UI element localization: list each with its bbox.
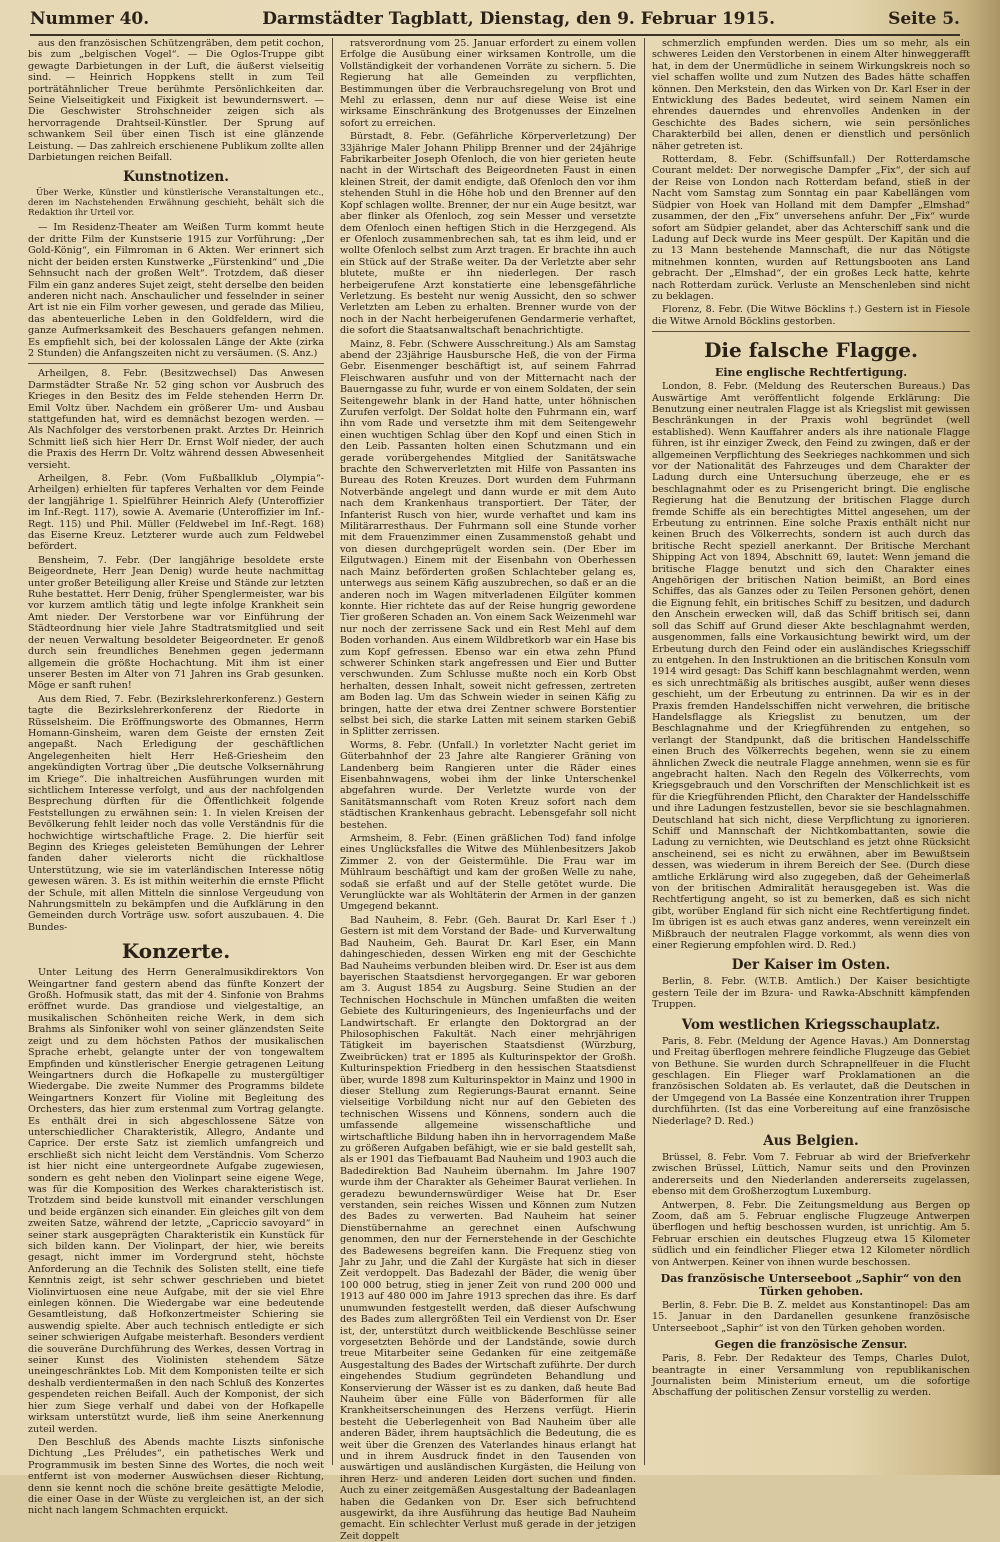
article-text: Unter Leitung des Herrn Generalmusikdirektors Von Weingartner fand gestern abend das fünfte Konzert der Großh. Hofmusik statt, das mit der 4. Sinfonie von Brahms eröffnet wurde. Das grandiose und vielgestaltige, an musikalischen Schönheiten reiche Werk, in dem sich Brahms als Sinfoniker wohl von seiner glänzendsten Seite zeigt und zu dem höchsten Pathos der musikalischen Sprache erhebt, gelangte unter der von tongewaltem Empfinden und künstlerischer Energie getragenen Leitung Weingartners durch die Hofkapelle zu mustergültiger Wiedergabe. Die zweite Nummer des Programms bildete Weingartners Konzert für Violine mit Begleitung des Orchesters, das hier zum erstenmal zum Vortrag gelangte. Es enthält drei in sich abgeschlossene Sätze von unterschiedlicher Charakteristik, Allegro, Andante und Caprice. Der erste Satz ist ziemlich umfangreich und erschließt sich nicht leicht dem Verständnis. Vom Scherzo ist hier nicht eine untergeordnete Aufgabe zugewiesen, sondern es geht neben den Violinpart seine eigene Wege, was für die Komposition des Werkes charakteristisch ist. Trotzdem sind beide kunstvoll mit einander verschlungen und beide ergänzen sich einander. Ein gleiches gilt von dem zweiten Satze, während der letzte, „Capriccio savoyard“ in seiner stark ausgeprägten Charakteristik ein Kunstück für sich bilden kann. Der Violinpart, der hier, wie bereits gesagt, nicht immer im Vordergrund steht, höchste Anforderung an die Technik des Solisten stellt, eine tiefe Kenntnis zeigt, ist sehr schwer geschrieben und bietet Violinvirtuosen eine neue Aufgabe, mit der sie viel Ehre einlegen können. Die Wiedergabe war eine bedeutende Gesamtleistung, daß Hofkonzertmeister Schiering sie auswendig spielte. Aber auch technisch entledigte er sich seiner schwierigen Aufgabe meisterhaft. Besonders verdient die souveräne Durchführung des Werkes, dessen Vortrag in seiner Kunst des Violinisten stehendem Sätze uneingeschränktes Lob. Mit dem Komponisten teilte er sich deshalb verdientermaßen in den nach Schluß des Konzertes gespendeten reichen Beifall. Auch der Komponist, der sich hier zum Siege verhalf und dabei von der Hofkapelle wirksam unterstützt wurde, ließ ihm seine Anerkennung zuteil werden. <box>28 967 324 1435</box>
article-text: Bad Nauheim, 8. Febr. (Geh. Baurat Dr. Karl Eser †.) Gestern ist mit dem Vorstand der Bade- und Kurverwaltung Bad Nauheim, Geh. Baurat Dr. Karl Eser, ein Mann dahingeschieden, dessen Wirken eng mit der Geschichte Bad Nauheims verbunden bleiben wird. Dr. Eser ist aus dem bayerischen Staatsdienst hervorgegangen. Er war geboren am 3. August 1854 zu Augsburg. Seine Studien an der Technischen Hochschule in München umfaßten die weiten Gebiete des Kulturingenieurs, des Ingenieurfachs und der Landwirtschaft. Er erlangte den Doktorgrad an der Philosophischen Fakultät. Nach einer mehrjährigen Tätigkeit im bayerischen Staatsdienst (Würzburg, Zweibrücken) trat er 1895 als Kulturinspektor der Großh. Kulturinspektion Friedberg in den hessischen Staatsdienst über, wurde 1898 zum Kulturinspektor in Mainz und 1900 in dieser Stellung zum Regierungs-Baurat ernannt. Seine vielseitige Vorbildung nicht nur auf den Gebieten des technischen Wissens und Könnens, sondern auch die umfassende allgemeine wissenschaftliche und wirtschaftliche Bildung haben ihn in hervorragendem Maße zu größeren Aufgaben befähigt, wie er sie bald gestellt sah, als er 1901 das Tiefbauamt Bad Nauheim und 1903 auch die Badedirektion Bad Nauheim übernahm. Im Jahre 1907 wurde ihm der Charakter als Geheimer Baurat verliehen. In geradezu bewundernswürdiger Weise hat Dr. Eser verstanden, sein reiches Wissen und Können zum Nutzen des Bades zu verwerten. Bad Nauheim hat seiner Dienstübernahme an gerechnet einen Aufschwung genommen, den nur der Fernerstehende in der Geschichte des Badewesens begreifen kann. Die Frequenz stieg von Jahr zu Jahr, und die Zahl der Kurgäste hat sich in dieser Zeit verdoppelt. Das Badezahl der Bäder, die wenig über 100 000 betrug, stieg in jener Zeit von rund 200 000 und 1913 auf 480 000 im Jahre 1913 sprechen das ihre. Es darf unumwunden festgestellt werden, daß dieser Aufschwung des Bades zum allergrößten Teil ein Verdienst von Dr. Eser ist, der, unterstützt durch weitblickende Beschlüsse seiner vorgesetzten Behörde und der Landstände, sowie durch treue Mitarbeiter seine Gedanken für eine zeitgemäße Ausgestaltung des Bades der Wirtschaft zuführte. Der durch eingehendes Studium gegründeten Behandlung und Konservierung der Wässer ist es zu danken, daß heute Bad Nauheim über eine Fülle von Bäderformen für alle Krankheitserscheinungen des Herzens verfügt. Hierin besteht die Ueberlegenheit von Bad Nauheim über alle anderen Bäder, ihrem hauptsächlich die Bedeutung, die es weit über die Grenzen des Vaterlandes hinaus erlangt hat und in ihrem Ausdruck findet in den Tausenden von auswärtigen und ausländischen Kurgästen, die Heilung von ihren Herz- und anderen Leiden dort suchen und finden. Auch zu einer zeitgemäßen Ausgestaltung der Badeanlagen haben die Gedanken von Dr. Eser sich befruchtend ausgewirkt, da ihre Ausführung das heutige Bad Nauheim gemacht. Ein schlechter Verlust muß gerade in der jetzigen Zeit doppelt <box>340 914 636 1542</box>
article-text: Paris, 8. Febr. (Meldung der Agence Havas.) Am Donnerstag und Freitag überflogen mehrere feindliche Flugzeuge das Gebiet von Bethune. Sie wurden durch Schrapnellfeuer in die Flucht geschlagen. Ein Flieger warf Proklamationen an die französischen Soldaten ab. Es verlautet, daß die Deutschen in der Umgegend von La Bassée eine Konzentration ihrer Truppen durchführten. (Ist das eine Vorbereitung auf eine französische Niederlage? D. Red.) <box>652 1035 970 1127</box>
article-text: Bürstadt, 8. Febr. (Gefährliche Körperverletzung) Der 33jährige Maler Johann Philipp Brenner und der 24jährige Fabrikarbeiter Joseph Ofenloch, die von hier gerieten heute nacht in der Wirtschaft des Beigeordneten Faust in einen kleinen Streit, der damit endigte, daß Ofenloch den vor ihm stehenden Stuhl in die Höhe hob und den Brenner auf den Kopf schlagen wollte. Brenner, der nur ein Auge besitzt, war aber flinker als Ofenloch, zog sein Messer und versetzte dem Ofenloch einen heftigen Stich in die Herzgegend. Als er Ofenloch zusammenbrechen sah, tat es ihm leid, und er wollte Ofenloch selbst zum Arzt tragen. Er brachte ihn auch ein Stück auf der Straße weiter. Da der Verletzte aber sehr blutete, mußte er ihn niederlegen. Der rasch herbeigerufene Arzt konstatierte eine lebensgefährliche Verletzung. Es besteht nur wenig Aussicht, den so schwer Verletzten am Leben zu erhalten. Brenner wurde von der noch in der Nacht herbeigerufenen Gendarmerie verhaftet, die sofort die Staatsanwaltschaft benachrichtigte. <box>340 131 636 337</box>
section-heading-konzerte: Konzerte. <box>121 939 231 964</box>
article-text: Berlin, 8. Febr. Die B. Z. meldet aus Konstantinopel: Das am 15. Januar in den Dardanellen gesunkene französische Unterseeboot „Saphir“ ist von den Türken gehoben worden. <box>652 1300 970 1334</box>
section-heading-belgien: Aus Belgien. <box>763 1132 859 1149</box>
article-text: Rotterdam, 8. Febr. (Schiffsunfall.) Der Rotterdamsche Courant meldet: Der norwegische Dampfer „Fix“, der sich auf der Reise von London nach Rotterdam befand, stieß in der Nacht vom Samstag zum Sonntag ein paar Kabellängen vom Südpier von Hoek van Holland mit dem Dampfer „Elmshad“ zusammen, der den „Fix“ unversehens anfuhr. Der „Fix“ wurde sofort am Südpier gelandet, aber das Achterschiff sank und die Ladung auf Deck wurde ins Meer gespült. Der Kapitän und die zu 13 Mann bestehende Mannschaft, die nur das Nötigste mitnehmen konnten, wurden auf Rettungsbooten ans Land gebracht. Der „Elmshad“, der ein großes Leck hatte, kehrte nach Rotterdam zurück. Verluste an Menschenleben sind nicht zu beklagen. <box>652 154 970 302</box>
section-heading-falsche-flagge: Die falsche Flagge. <box>704 338 918 363</box>
columns <box>28 38 970 1542</box>
issue-number: Nummer 40. <box>30 9 150 29</box>
page-number: Seite 5. <box>888 9 960 29</box>
article-text: Berlin, 8. Febr. (W.T.B. Amtlich.) Der Kaiser besichtigte gestern Teile der im Bzura- und Rawka-Abschnitt kämpfenden Truppen. <box>652 976 970 1011</box>
column-rule <box>644 38 645 1465</box>
article-text: Paris, 8. Febr. Der Redakteur des Temps, Charles Dulot, beantragte in einer Versammlung von republikanischen Journalisten beim Ministerium erneut, um die sofortige Abschaffung der politischen Zensur vorstellig zu werden. <box>652 1353 970 1399</box>
column-rule <box>332 38 333 1465</box>
article-text: Bensheim, 7. Febr. (Der langjährige besoldete erste Beigeordnete, Herr Jean Denig) wurde heute nachmittag unter großer Beteiligung aller Kreise und Stände zur letzten Ruhe bestattet. Herr Denig, früher Spenglermeister, war bis vor kurzem amtlich tätig und legte infolge Krankheit sein Amt nieder. Der Verstorbene war vor Einführung der Städteordnung hier viele Jahre Stadtratsmitglied und seit der neuen Verwaltung besoldeter Beigeordneter. Er genoß durch sein freundliches Benehmen gegen jedermann allgemein die größte Hochachtung. Mit ihm ist einer unserer Besten im Alter von 71 Jahren ins Grab gesunken. Möge er sanft ruhen! <box>28 554 324 692</box>
article-text: Antwerpen, 8. Febr. Die Zeitungsmeldung aus Bergen op Zoom, daß am 5. Februar englische Flugzeuge Antwerpen überflogen und heftig beschossen wurden, ist unrichtig. Am 5. Februar erschien ein deutsches Flugzeug etwa 15 Kilometer südlich und ein feindlicher Flieger etwa 12 Kilometer nördlich von Antwerpen. Keiner von ihnen wurde beschossen. <box>652 1199 970 1268</box>
article-text: London, 8. Febr. (Meldung des Reuterschen Bureaus.) Das Auswärtige Amt veröffentlicht folgende Erklärung: Die Benutzung einer neutralen Flagge ist als Kriegslist mit gewissen Beschränkungen in der Praxis wohl begründet (well established). Wenn Kauffahrer anders als ihre nationale Flagge führen, ist ihr einziger Zweck, den Feind zu zwingen, daß er der allgemeinen Verpflichtung des Seekrieges nachkommen und sich vor der Nationalität des Fahrzeuges und dem Charakter der Ladung durch eine Untersuchung überzeuge, ehe er es beschlagnahmt oder es zu Prisengericht bringt. Die englische Regierung hat die Benutzung der britischen Flagge durch fremde Schiffe als ein berechtigtes Mittel angesehen, um der Erbeutung zu entrinnen. Eine solche Praxis enthält nicht nur keinen Bruch des Völkerrechts, sondern ist auch durch das britische Recht speziell anerkannt. Der Britische Merchant Shipping Act von 1894, Abschnitt 69, lautet: Wenn jemand die britische Flagge benutzt und sich den Charakter eines Angehörigen der britischen Nation beimißt, an Bord eines Schiffes, das als Ganzes oder zu Teilen Personen gehört, denen die Eignung fehlt, ein britisches Schiff zu besitzen, und dadurch den Anschein erwecken will, daß das Schiff britisch sei, dann soll das Schiff auf Grund dieser Akte beschlagnahmt werden, ausgenommen, falls eine Vorkausichtung bewirkt wird, um der Erbeutung durch den Feind oder ein ausländisches Kriegsschiff zu entgehen. In den Instruktionen an die britischen Konsuln vom 1914 wird gesagt: Das Schiff kann beschlagnahmt werden, wenn es sich unrechtmäßig als britisches ausgibt, außer wenn dieses geschieht, um der Erbeutung zu entrinnen. Da wir es in der Praxis fremden Handelsschiffen nicht verwehren, die britische Handelsflagge als Kriegslist zu benutzen, um der Beschlagnahme und der Kriegführenden zu entgehen, so verlangt der Standpunkt, daß die britischen Handelsschiffe einen Bruch des Völkerrechts begehen, wenn sie zu einem ähnlichen Zweck die neutrale Flagge annehmen, wenn sie es für angebracht halten. Nach den Regeln des Völkerrechts, vom Kriegsgebrauch und den Vorschriften der Menschlichkeit ist es für die Kriegführenden Pflicht, den Charakter der Handelsschiffe und ihre Ladungen festzustellen, bevor sie sie beschlagnahmen. Deutschland hat sich nicht, diese Verpflichtung zu ignorieren. Schiff und Mannschaft der Nichtkombattanten, sowie die Ladung zu vernichten, wie Deutschland es jetzt ohne Rücksicht anscheinend, sei es nicht zu erwähnen, aber im Bewußtsein dessen, was wiederum in ihrem Bereich der See. (Durch diese amtliche Erklärung wird also zugegeben, daß der Geheimerlaß von der britischen Admiralität herausgegeben ist. Was die Rechtfertigung angeht, so ist zu bemerken, daß es sich nicht gibt, worüber England für sich nicht eine Rechtfertigung findet. Im übrigen ist es auch etwas ganz anderes, wenn vereinzelt ein Mißbrauch der neutralen Flagge vorkommt, als wenn dies von einer Regierung empfohlen wird. D. Red.) <box>652 381 970 952</box>
article-text: aus den französischen Schützengräben, dem petit cochon, bis zum „belgischen Vogel“. — Die Oglos-Truppe gibt gewagte Darbietungen in der Luft, die äußerst vielseitig sind. — Heinrich Hoppkens stellt in zum Teil porträtähnlicher Treue berühmte Persönlichkeiten dar. Seine Vielseitigkeit und Fixigkeit ist bewundernswert. — Die Geschwister Strohschneider zeigen sich als hervorragende Drahtseil-Künstler. Der Sprung auf schwankem Seil über einen Tisch ist eine glänzende Leistung. — Das zahlreich erschienene Publikum zollte allen Darbietungen reichen Beifall. <box>28 38 324 164</box>
editorial-note: Über Werke, Künstler und künstlerische Veranstaltungen etc., deren im Nachstehenden Erwähnung geschieht, behält sich die Redaktion ihr Urteil vor. <box>28 188 324 219</box>
page-header <box>30 4 960 36</box>
section-heading-saphir: Das französische Unterseeboot „Saphir“ von den Türken gehoben. <box>660 1272 962 1298</box>
divider <box>28 363 324 364</box>
article-text: Worms, 8. Febr. (Unfall.) In vorletzter Nacht geriet im Güterbahnhof der 23 Jahre alte Rangierer Gräning von Landenberg beim Rangieren unter die Räder eines Eisenbahnwagens, wobei ihm der linke Unterschenkel abgefahren wurde. Der Verletzte wurde von der Sanitätsmannschaft vom Roten Kreuz sofort nach dem städtischen Krankenhaus gebracht. Lebensgefahr soll nicht bestehen. <box>340 739 636 831</box>
article-text: Mainz, 8. Febr. (Schwere Ausschreitung.) Als am Samstag abend der 23jährige Hausbursche Heß, die von der Firma Gebr. Eisenmenger beschäftigt ist, auf seinem Fahrrad Fleischwaren ausfuhr und von der Mitternacht nach der Bauerngasse zu fuhr, wurde er von einem Soldaten, der sein Seitengewehr blank in der Hand hatte, unter höhnischen Zurufen verfolgt. Der Soldat holte den Fuhrmann ein, warf ihn vom Rade und versetzte ihm mit dem Seitengewehr einen wuchtigen Schlag über den Kopf und einen Stich in den Leib. Passanten holten einen Schutzmann und ein gerade vorübergehendes Mitglied der Sanitätswache brachte den Schwerverletzten mit Hilfe von Passanten ins Bureau des Roten Kreuzes. Dort wurden dem Fuhrmann Notverbände angelegt und dann wurde er mit dem Auto nach dem Krankenhaus transportiert. Der Täter, der Infanterist Rusch von hier, wurde verhaftet und kam ins Militärarresthaus. Der Fuhrmann soll eine Stunde vorher mit dem Frauenzimmer einen Zusammenstoß gehabt und von diesen durchgeprügelt worden sein. (Der Eber im Eilgutwagen.) Einem mit der Eisenbahn von Oberhessen nach Mainz beförderten großen Schlachteber gelang es, unterwegs aus seinem Käfig auszubrechen, so daß er an die anderen noch im Wagen mitverladenen Eilgüter kommen konnte. Hier richtete das auf der Reise hungrig gewordene Tier großeren Schaden an. Von einem Sack Weizenmehl war nur noch der zerrissene Sack und ein Rest Mehl auf dem Boden vorhanden. Aus einem Wildbretkorb war ein Hase bis zum Kopf gefressen. Ebenso war ein etwa zehn Pfund schwerer Schinken stark angefressen und Eier und Butter verschwunden. Zum Schlusse mußte noch ein Korb Obst herhalten, dessen Inhalt, soweit nicht gefressen, zertreten am Boden lag. Um das Schwein wieder in seinen Käfig zu bringen, hatte der etwa drei Zentner schwere Borstentier selbst bei sich, die starke Latten mit seinem starken Gebiß in Splitter zerrissen. <box>340 338 636 738</box>
article-text: Brüssel, 8. Febr. Vom 7. Februar ab wird der Briefverkehr zwischen Brüssel, Lüttich, Namur seits und den Provinzen andererseits und den Niederlanden andererseits zugelassen, ebenso mit dem Großherzogtum Luxemburg. <box>652 1151 970 1198</box>
section-heading-zensur: Gegen die französische Zensur. <box>714 1338 908 1352</box>
section-heading-kriegsschauplatz: Vom westlichen Kriegsschauplatz. <box>681 1016 941 1033</box>
section-heading-kaiser: Der Kaiser im Osten. <box>731 957 891 974</box>
article-text: — Im Residenz-Theater am Weißen Turm kommt heute der dritte Film der Kunstserie 1915 zur Vorführung: „Der Gold-König“, ein Filmroman in 6 Akten. Wer erinnert sich nicht der beiden ersten Kunstwerke „Fürstenkind“ und „Die Sehnsucht nach der großen Welt“. Trotzdem, daß dieser Film ein ganz anderes Sujet zeigt, steht derselbe den beiden anderen nicht nach. Anschaulicher und fesselnder in seiner Art ist nie ein Film vorher gewesen, und gerade das Milieu, das abenteuerliche Leben in den Goldfeldern, wird die ganze Aufmerksamkeit des Beschauers gefangen nehmen. Es empfiehlt sich, bei der kolossalen Länge der Akte (zirka 2 Stunden) die Anfangszeiten nicht zu versäumen. (S. Anz.) <box>28 222 324 359</box>
article-text: Arheilgen, 8. Febr. (Vom Fußballklub „Olympia“-Arheilgen) erhielten für tapferes Verhalten vor dem Feinde der langjährige 1. Spielführer Heinrich Alefy (Unteroffizier im Inf.-Regt. 117), sowie A. Avemarie (Unteroffizier im Inf.-Regt. 115) und Phil. Müller (Feldwebel im Inf.-Regt. 168) das Eiserne Kreuz. Letzterer wurde auch zum Feldwebel befördert. <box>28 473 324 553</box>
section-heading-kunstnotizen: Kunstnotizen. <box>123 169 229 186</box>
column-right <box>652 38 970 1465</box>
article-text: Den Beschluß des Abends machte Liszts sinfonische Dichtung „Les Préludes“, ein pathetisches Werk und Programmusik im besten Sinne des Wortes, die noch weit entfernt ist von moderner Auswüchsen dieser Richtung, denn sie kennt noch die schöne breite gesättigte Melodie, die einer Oase in der Wüste zu vergleichen ist, an der sich nicht nach langem Schmachten erquickt. <box>28 1436 324 1517</box>
divider <box>652 331 970 332</box>
article-text: Florenz, 8. Febr. (Die Witwe Böcklins †.) Gestern ist in Fiesole die Witwe Arnold Böcklins gestorben. <box>652 304 970 327</box>
article-text: ratsverordnung vom 25. Januar erfordert zu einem vollen Erfolge die Ausübung einer wirksamen Kontrolle, um die Vollständigkeit der vorhandenen Vorräte zu sichern. 5. Die Regierung hat alle Gemeinden zu verpflichten, Bestimmungen über die Verbrauchsregelung von Brot und Mehl zu erlassen, denn nur auf diese Weise ist eine wirksame Einschränkung des Brotgenusses der Einzelnen sofort zu erreichen. <box>340 38 636 129</box>
column-left <box>28 38 324 1517</box>
subheading-rechtfertigung: Eine englische Rechtfertigung. <box>714 366 908 380</box>
article-text: Arheilgen, 8. Febr. (Besitzwechsel) Das Anwesen Darmstädter Straße Nr. 52 ging schon vor Ausbruch des Krieges in den Besitz des im Felde stehenden Herrn Dr. Emil Voltz über. Nachdem ein größerer Um- und Ausbau stattgefunden hat, wird es demnächst bezogen werden. — Als Nachfolger des verstorbenen prakt. Arztes Dr. Heinrich Schmitt ließ sich hier Herr Dr. Ernst Wolf nieder, der auch die Praxis des Herrn Dr. Voltz während dessen Abwesenheit versieht. <box>28 368 324 471</box>
column-middle <box>340 38 636 1542</box>
masthead-dateline: Darmstädter Tagblatt, Dienstag, den 9. Februar 1915. <box>262 9 776 29</box>
article-text: Aus dem Ried, 7. Febr. (Bezirkslehrerkonferenz.) Gestern tagte die Bezirkslehrerkonferenz der Riedorte in Rüsselsheim. Die Eröffnungsworte des Obmannes, Herrn Homann-Ginsheim, waren dem Geiste der ernsten Zeit angepaßt. Nach Erledigung der geschäftlichen Angelegenheiten hielt Herr Heß-Griesheim den angekündigten Vortrag über „Die deutsche Volksernährung im Kriege“. Die inhaltreichen Ausführungen wurden mit sichtlichem Interesse verfolgt, und aus der nachfolgenden Besprechung dürften für die Öffentlichkeit folgende Feststellungen zu erwähnen sein: 1. In vielen Kreisen der Bevölkerung fehlt leider noch das volle Verständnis für die hochwichtige wirtschaftliche Frage. 2. Die hierfür seit Beginn des Krieges geleisteten Bemühungen der Lehrer fanden daher vielerorts nicht die rückhaltlose Unterstützung, wie sie im vaterländischen Interesse nötig gewesen wären. 3. Es ist mithin weiterhin die ernste Pflicht der Schule, mit allen Mitteln die sinnlose Vergeudung von Nahrungsmitteln zu bekämpfen und die Aufklärung in den Gemeinden durch Vorträge usw. sofort auszubauen. 4. Die Bundes- <box>28 693 324 933</box>
article-text: schmerzlich empfunden werden. Dies um so mehr, als ein schweres Leiden den Verstorbenen in einem Alter hinweggerafft hat, in dem der Unermüdliche in seinem Wirkungskreis noch so viel schaffen wollte und zum Nutzen des Bades hätte schaffen können. Den Merkstein, den das Wirken von Dr. Karl Eser in der Entwicklung des Bades bedeutet, wird seinem Namen ein ehrendes dauerndes und ehrenvolles Andenken in der Geschichte des Bades sichern, wie sein persönliches Charakterbild bei allen, denen er dienstlich und persönlich näher getreten ist. <box>652 38 970 152</box>
article-text: Armsheim, 8. Febr. (Einen gräßlichen Tod) fand infolge eines Unglücksfalles die Witwe des Mühlenbesitzers Jakob Zimmer 2. von der Geistermühle. Die Frau war im Mühlraum beschäftigt und kam der großen Welle zu nahe, sodaß sie erfaßt und auf der Stelle getötet wurde. Die Verunglückte war als Wohltäterin der Armen in der ganzen Umgegend bekannt. <box>340 833 636 913</box>
